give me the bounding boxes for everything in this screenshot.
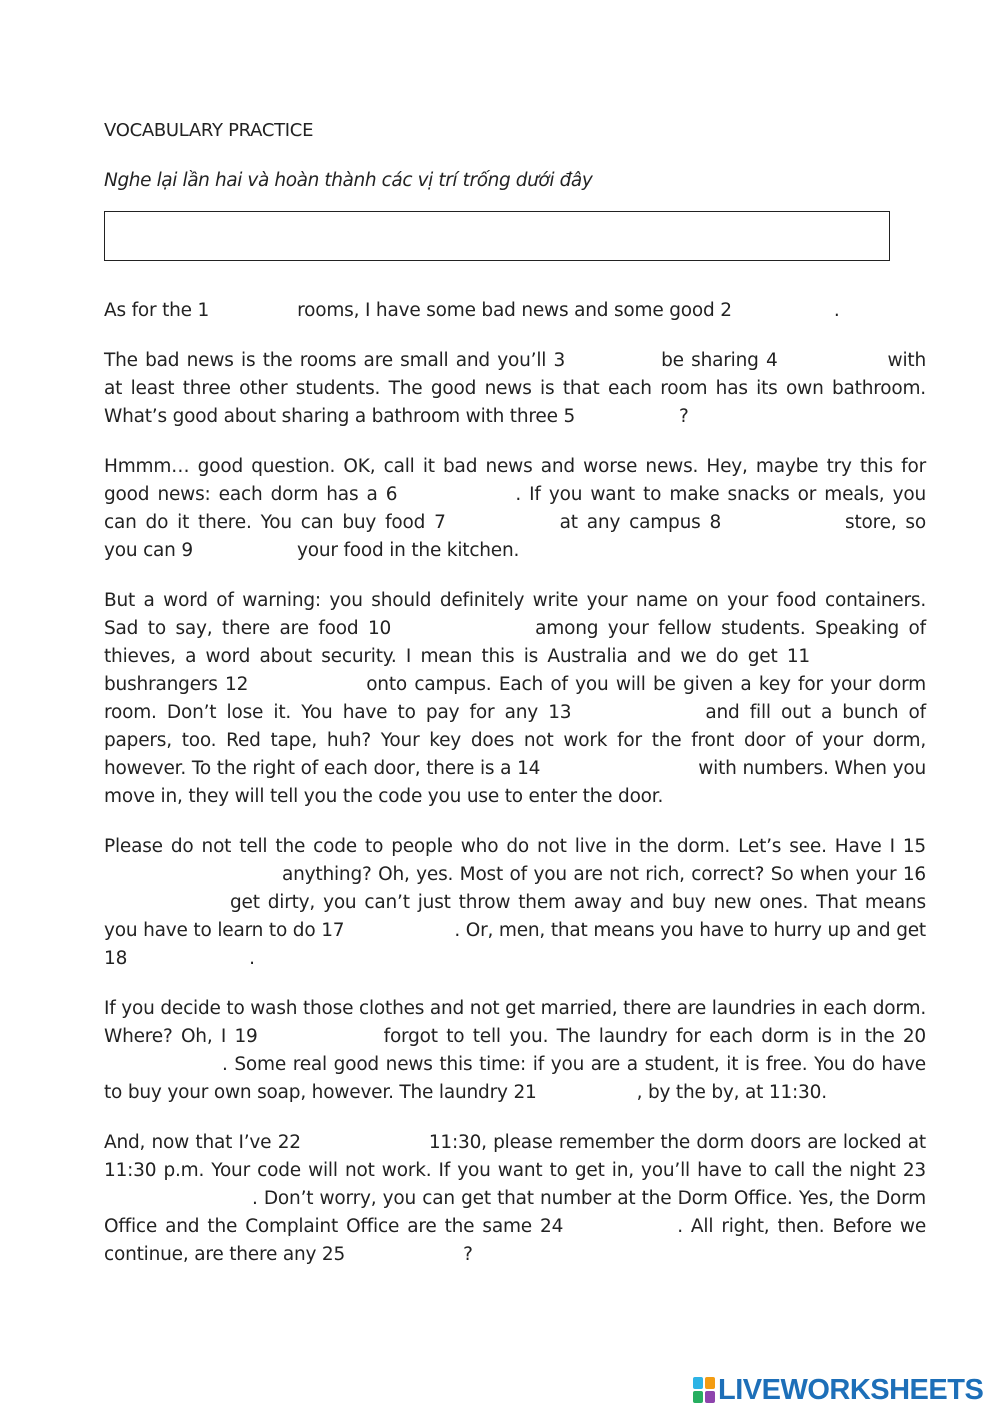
blank-input-15[interactable] xyxy=(104,862,282,888)
text-segment: at any campus xyxy=(559,512,710,533)
blank-input-9[interactable] xyxy=(193,538,297,564)
blank-input-23[interactable] xyxy=(104,1186,252,1212)
text-segment: . If you want to make snacks or meals, you can do it there. You can buy food xyxy=(104,484,926,533)
text-segment: , by the by, at 11:30. xyxy=(636,1082,827,1103)
blank-input-4[interactable] xyxy=(778,348,888,374)
blank-input-21[interactable] xyxy=(537,1080,637,1106)
text-segment: 11:30, please remember the dorm doors are locked at 11:30 p.m. Your code will not work. If you want to get in, you’ll have to call the night xyxy=(104,1132,926,1181)
text-segment: rooms, I have some bad news and some good xyxy=(297,300,721,321)
blank-input-17[interactable] xyxy=(344,918,454,944)
blank-input-11[interactable] xyxy=(810,644,926,670)
blank-number-12: 12 xyxy=(225,674,249,695)
paragraph-4 xyxy=(104,587,926,811)
text-segment: . Don’t worry, you can get that number at the Dorm Office. Yes, the Dorm Office and the Complaint Office are the same xyxy=(104,1188,926,1237)
blank-number-10: 10 xyxy=(367,618,392,639)
text-segment: and fill out a bunch of papers, too. Red tape, huh? Your key does not work for the front door of your dorm, however. To the right of each door, there is a xyxy=(104,702,926,779)
blank-input-24[interactable] xyxy=(563,1214,677,1240)
text-segment: be sharing xyxy=(661,350,766,371)
paragraph-3 xyxy=(104,453,926,565)
text-segment: with at least three other students. The good news is that each room has its own bathroom. What’s good about sharing a bathroom with three xyxy=(104,350,926,427)
blank-input-13[interactable] xyxy=(571,700,705,726)
paragraph-7 xyxy=(104,1129,926,1269)
blank-number-20: 20 xyxy=(902,1026,926,1047)
blank-number-2: 2 xyxy=(720,300,732,321)
paragraph-1 xyxy=(104,297,926,325)
blank-number-3: 3 xyxy=(553,350,566,371)
blank-number-19: 19 xyxy=(234,1026,258,1047)
blank-input-2[interactable] xyxy=(732,298,834,324)
logo-text: LIVEWORKSHEETS xyxy=(718,1373,984,1406)
blank-number-18: 18 xyxy=(104,948,128,969)
blank-input-1[interactable] xyxy=(209,298,297,324)
text-segment: ? xyxy=(463,1244,473,1265)
text-segment: with numbers. When you move in, they will tell you the code you use to enter the door. xyxy=(104,758,926,807)
blank-number-15: 15 xyxy=(902,836,926,857)
blank-number-24: 24 xyxy=(540,1216,564,1237)
text-segment: bushrangers xyxy=(104,674,226,695)
text-segment: ? xyxy=(679,406,689,427)
text-segment: Hmmm… good question. OK, call it bad news and worse news. Hey, maybe try this for good news: each dorm has a xyxy=(104,456,926,505)
text-segment: get dirty, you can’t just throw them away and buy new ones. That means you have to learn to do xyxy=(104,892,926,941)
worksheet-title: VOCABULARY PRACTICE xyxy=(104,120,314,141)
blank-input-3[interactable] xyxy=(565,348,661,374)
text-segment: Please do not tell the code to people who do not live in the dorm. Let’s see. Have I xyxy=(104,836,903,857)
blank-input-10[interactable] xyxy=(391,616,535,642)
text-segment: your food in the kitchen. xyxy=(296,540,520,561)
blank-number-9: 9 xyxy=(181,540,193,561)
worksheet-instruction: Nghe lại lần hai và hoàn thành các vị trí trống dưới đây xyxy=(104,170,593,191)
text-segment: If you decide to wash those clothes and not get married, there are laundries in each dorm. Where? Oh, I xyxy=(104,998,926,1047)
text-segment: anything? Oh, yes. Most of you are not rich, correct? So when your xyxy=(282,864,903,885)
text-segment: onto campus. Each of you will be given a key for your dorm room. Don’t lose it. You have to pay for any xyxy=(104,674,926,723)
text-segment: And, now that I’ve xyxy=(104,1132,278,1153)
blank-number-16: 16 xyxy=(902,864,926,885)
blank-input-20[interactable] xyxy=(104,1052,222,1078)
text-segment: . xyxy=(249,948,255,969)
text-segment: among your fellow students. Speaking of thieves, a word about security. I mean this is Australia and we do get xyxy=(104,618,926,667)
text-segment: The bad news is the rooms are small and you’ll xyxy=(104,350,554,371)
passage xyxy=(104,297,926,1291)
blank-number-11: 11 xyxy=(786,646,810,667)
paragraph-5 xyxy=(104,833,926,973)
blank-number-13: 13 xyxy=(548,702,572,723)
answer-box[interactable] xyxy=(104,211,890,261)
blank-number-14: 14 xyxy=(517,758,541,779)
blank-number-25: 25 xyxy=(321,1244,346,1265)
blank-input-16[interactable] xyxy=(104,890,230,916)
blank-number-4: 4 xyxy=(765,350,778,371)
text-segment: . Some real good news this time: if you are a student, it is free. You do have to buy your own soap, however. The laundry xyxy=(104,1054,926,1103)
blank-number-23: 23 xyxy=(902,1160,926,1181)
blank-input-19[interactable] xyxy=(258,1024,384,1050)
blank-input-14[interactable] xyxy=(540,756,698,782)
blank-number-7: 7 xyxy=(434,512,446,533)
paragraph-6 xyxy=(104,995,926,1107)
blank-number-17: 17 xyxy=(321,920,345,941)
text-segment: . xyxy=(833,300,840,321)
blank-number-21: 21 xyxy=(513,1082,537,1103)
blank-number-5: 5 xyxy=(563,406,576,427)
text-segment: . Or, men, that means you have to hurry up and get xyxy=(454,920,926,941)
blank-number-1: 1 xyxy=(197,300,210,321)
blank-input-18[interactable] xyxy=(127,946,249,972)
blank-number-22: 22 xyxy=(277,1132,301,1153)
blank-number-8: 8 xyxy=(709,512,722,533)
paragraph-2 xyxy=(104,347,926,431)
text-segment: store, so you can xyxy=(104,512,926,561)
blank-input-25[interactable] xyxy=(345,1242,463,1268)
text-segment: forgot to tell you. The laundry for each dorm is in the xyxy=(383,1026,903,1047)
liveworksheets-logo xyxy=(693,1373,983,1407)
logo-blocks-icon xyxy=(693,1377,715,1403)
text-segment: . All right, then. Before we continue, are there any xyxy=(104,1216,927,1265)
blank-input-5[interactable] xyxy=(575,404,679,430)
blank-input-12[interactable] xyxy=(248,672,366,698)
text-segment: As for the xyxy=(104,300,198,321)
blank-input-8[interactable] xyxy=(721,510,845,536)
blank-input-7[interactable] xyxy=(446,510,560,536)
text-segment: But a word of warning: you should definitely write your name on your food containers. Sad to say, there are food xyxy=(104,590,926,639)
blank-number-6: 6 xyxy=(385,484,398,505)
blank-input-22[interactable] xyxy=(301,1130,429,1156)
blank-input-6[interactable] xyxy=(397,482,515,508)
